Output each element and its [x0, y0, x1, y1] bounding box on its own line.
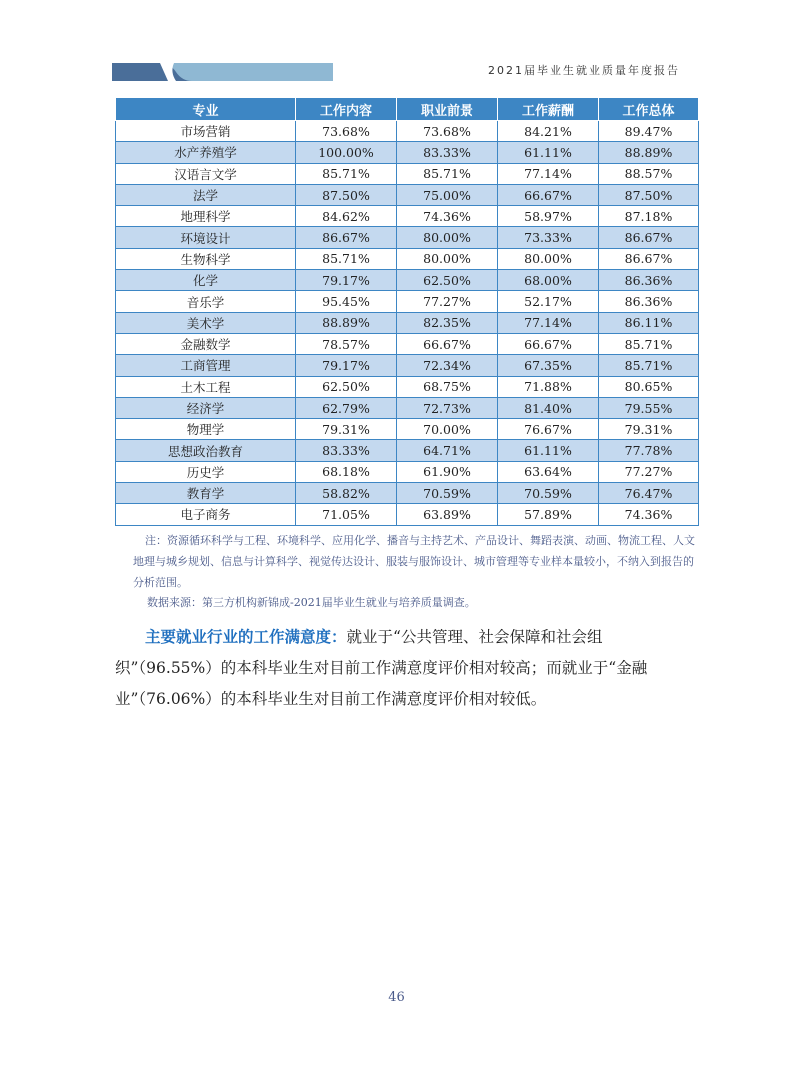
table-header-row [116, 98, 699, 121]
table-row [116, 483, 699, 504]
cell-major: 美术学 [116, 312, 296, 333]
cell-value: 77.78% [599, 440, 699, 461]
cell-value: 86.67% [599, 248, 699, 269]
table-row [116, 206, 699, 227]
cell-value: 87.18% [599, 206, 699, 227]
body-paragraph [115, 622, 698, 715]
cell-value: 52.17% [498, 291, 599, 312]
cell-value: 85.71% [296, 248, 397, 269]
cell-value: 62.50% [296, 376, 397, 397]
cell-value: 86.67% [599, 227, 699, 248]
cell-value: 68.75% [397, 376, 498, 397]
cell-value: 95.45% [296, 291, 397, 312]
cell-major: 土木工程 [116, 376, 296, 397]
cell-value: 77.14% [498, 163, 599, 184]
cell-value: 58.82% [296, 483, 397, 504]
cell-value: 73.33% [498, 227, 599, 248]
data-source: 数据来源：第三方机构新锦成-2021届毕业生就业与培养质量调查。 [147, 596, 476, 609]
cell-value: 68.00% [498, 270, 599, 291]
cell-major: 地理科学 [116, 206, 296, 227]
cell-value: 84.62% [296, 206, 397, 227]
cell-value: 70.59% [397, 483, 498, 504]
cell-value: 80.00% [397, 227, 498, 248]
table-row [116, 184, 699, 205]
table-row [116, 248, 699, 269]
paragraph-text: 就业于“公共管理、社会保障和社会组织”（96.55%）的本科毕业生对目前工作满意度评价相对较高；而就业于“金融业”（76.06%）的本科毕业生对目前工作满意度评价相对较低。 [115, 628, 648, 708]
cell-value: 86.11% [599, 312, 699, 333]
cell-value: 79.55% [599, 397, 699, 418]
cell-value: 82.35% [397, 312, 498, 333]
cell-value: 74.36% [397, 206, 498, 227]
cell-value: 79.31% [599, 419, 699, 440]
cell-value: 66.67% [498, 184, 599, 205]
cell-major: 电子商务 [116, 504, 296, 525]
cell-value: 83.33% [296, 440, 397, 461]
cell-value: 74.36% [599, 504, 699, 525]
cell-major: 化学 [116, 270, 296, 291]
page-number: 46 [388, 990, 405, 1005]
cell-value: 72.73% [397, 397, 498, 418]
cell-value: 81.40% [498, 397, 599, 418]
table-row [116, 163, 699, 184]
table-row [116, 419, 699, 440]
cell-major: 市场营销 [116, 121, 296, 142]
cell-value: 66.67% [397, 333, 498, 354]
cell-value: 67.35% [498, 355, 599, 376]
table-row [116, 312, 699, 333]
cell-value: 70.59% [498, 483, 599, 504]
cell-value: 73.68% [397, 121, 498, 142]
cell-value: 88.89% [599, 142, 699, 163]
cell-value: 85.71% [397, 163, 498, 184]
cell-value: 79.17% [296, 270, 397, 291]
cell-value: 86.36% [599, 270, 699, 291]
cell-value: 62.50% [397, 270, 498, 291]
table-row [116, 291, 699, 312]
cell-value: 71.88% [498, 376, 599, 397]
cell-major: 经济学 [116, 397, 296, 418]
table-note [133, 530, 703, 593]
cell-value: 87.50% [599, 184, 699, 205]
cell-value: 73.68% [296, 121, 397, 142]
column-header-salary: 工作薪酬 [498, 98, 599, 121]
cell-value: 61.90% [397, 461, 498, 482]
cell-value: 62.79% [296, 397, 397, 418]
cell-major: 工商管理 [116, 355, 296, 376]
table-row [116, 440, 699, 461]
cell-value: 100.00% [296, 142, 397, 163]
cell-value: 88.89% [296, 312, 397, 333]
cell-major: 金融数学 [116, 333, 296, 354]
table-row [116, 121, 699, 142]
cell-major: 生物科学 [116, 248, 296, 269]
cell-value: 72.34% [397, 355, 498, 376]
table-row [116, 397, 699, 418]
cell-value: 80.00% [498, 248, 599, 269]
cell-value: 85.71% [296, 163, 397, 184]
cell-value: 76.67% [498, 419, 599, 440]
table-row [116, 376, 699, 397]
column-header-prospect: 职业前景 [397, 98, 498, 121]
table-row [116, 333, 699, 354]
paragraph-lead: 主要就业行业的工作满意度： [145, 628, 347, 646]
cell-value: 84.21% [498, 121, 599, 142]
column-header-content: 工作内容 [296, 98, 397, 121]
cell-value: 71.05% [296, 504, 397, 525]
cell-value: 75.00% [397, 184, 498, 205]
cell-value: 79.17% [296, 355, 397, 376]
cell-major: 历史学 [116, 461, 296, 482]
cell-value: 80.00% [397, 248, 498, 269]
cell-major: 环境设计 [116, 227, 296, 248]
cell-value: 85.71% [599, 355, 699, 376]
table-row [116, 504, 699, 525]
cell-value: 86.67% [296, 227, 397, 248]
cell-value: 79.31% [296, 419, 397, 440]
cell-major: 音乐学 [116, 291, 296, 312]
cell-value: 63.89% [397, 504, 498, 525]
report-header-title: 2021届毕业生就业质量年度报告 [488, 64, 680, 77]
cell-value: 77.27% [397, 291, 498, 312]
cell-major: 教育学 [116, 483, 296, 504]
table-row [116, 227, 699, 248]
cell-value: 86.36% [599, 291, 699, 312]
column-header-major: 专业 [116, 98, 296, 121]
cell-value: 78.57% [296, 333, 397, 354]
cell-value: 57.89% [498, 504, 599, 525]
cell-value: 58.97% [498, 206, 599, 227]
cell-value: 88.57% [599, 163, 699, 184]
cell-major: 汉语言文学 [116, 163, 296, 184]
cell-value: 89.47% [599, 121, 699, 142]
cell-value: 68.18% [296, 461, 397, 482]
table-row [116, 355, 699, 376]
cell-value: 87.50% [296, 184, 397, 205]
cell-value: 76.47% [599, 483, 699, 504]
column-header-overall: 工作总体 [599, 98, 699, 121]
header-banner [112, 63, 333, 81]
cell-value: 80.65% [599, 376, 699, 397]
satisfaction-table [115, 97, 699, 526]
cell-value: 77.27% [599, 461, 699, 482]
cell-value: 61.11% [498, 440, 599, 461]
cell-value: 77.14% [498, 312, 599, 333]
cell-value: 63.64% [498, 461, 599, 482]
cell-major: 法学 [116, 184, 296, 205]
cell-value: 85.71% [599, 333, 699, 354]
table-note-text: 注：资源循环科学与工程、环境科学、应用化学、播音与主持艺术、产品设计、舞蹈表演、动画、物流工程、人文地理与城乡规划、信息与计算科学、视觉传达设计、服装与服饰设计、城市管理等专业样本量较小，不纳入到报告的分析范围。 [133, 534, 695, 589]
cell-value: 83.33% [397, 142, 498, 163]
cell-major: 水产养殖学 [116, 142, 296, 163]
table-row [116, 270, 699, 291]
cell-value: 70.00% [397, 419, 498, 440]
cell-major: 物理学 [116, 419, 296, 440]
table-row [116, 142, 699, 163]
cell-value: 61.11% [498, 142, 599, 163]
cell-value: 66.67% [498, 333, 599, 354]
cell-value: 64.71% [397, 440, 498, 461]
cell-major: 思想政治教育 [116, 440, 296, 461]
table-row [116, 461, 699, 482]
